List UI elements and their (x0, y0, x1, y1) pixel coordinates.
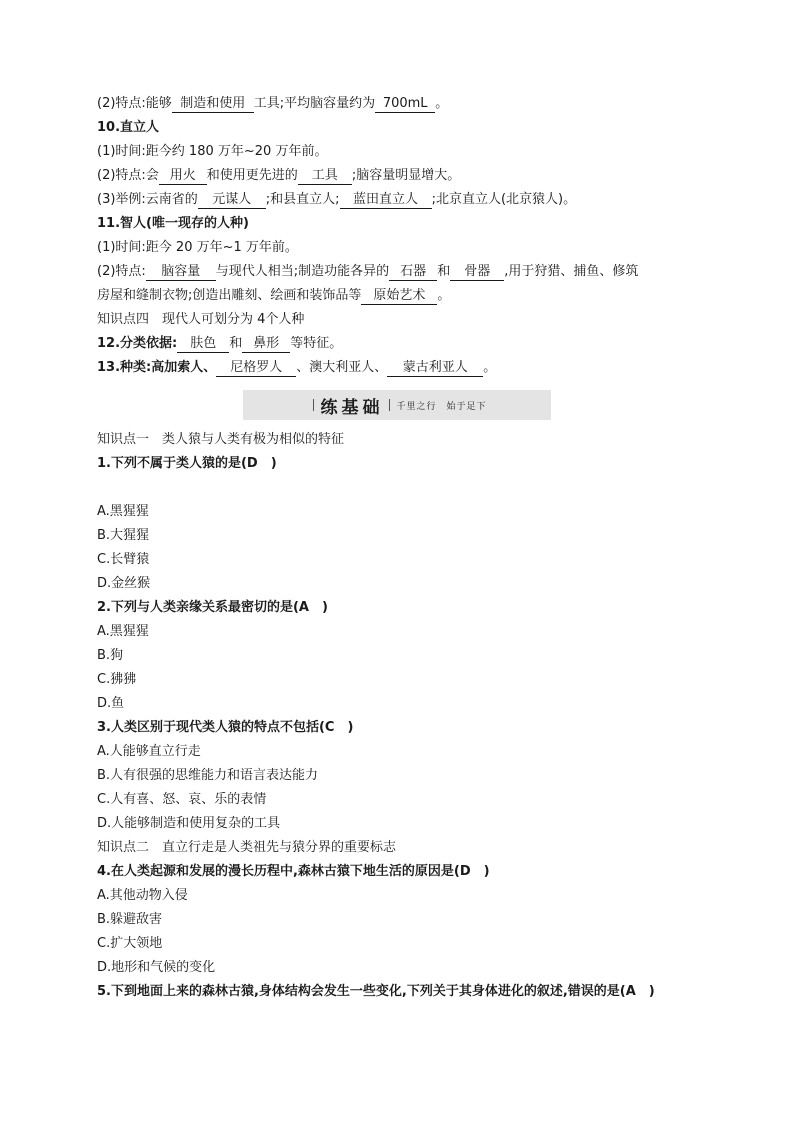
q4-stem: 4.在人类起源和发展的漫长历程中,森林古猿下地生活的原因是(D ) (97, 864, 490, 879)
s9-feature-line (97, 92, 717, 116)
text: 、澳大利亚人、 (296, 360, 388, 375)
text: ;脑容量明显增大。 (351, 168, 461, 183)
answer-blank: 蓝田直立人 (340, 191, 432, 209)
answer-blank: 原始艺术 (361, 287, 437, 305)
answer-blank: 尼格罗人 (216, 359, 296, 377)
q5-stem: 5.下到地面上来的森林古猿,身体结构会发生一些变化,下列关于其身体进化的叙述,错误的是(A ) (97, 984, 655, 999)
q1-option-c: C.长臂猿 (97, 552, 150, 567)
kp2-title: 知识点二 直立行走是人类祖先与猿分界的重要标志 (97, 840, 397, 855)
s11-title: 11.智人(唯一现存的人种) (97, 216, 249, 231)
text: 12.分类依据: (97, 336, 178, 351)
text: 。 (435, 96, 449, 111)
q4-option-c: C.扩大领地 (97, 936, 163, 951)
section-banner (243, 390, 551, 420)
answer-blank: 肤色 (177, 335, 229, 353)
q3-option-b: B.人有很强的思维能力和语言表达能力 (97, 768, 319, 783)
q3-option-d: D.人能够制造和使用复杂的工具 (97, 816, 281, 831)
answer-blank: 骨器 (450, 263, 504, 281)
divider (313, 399, 314, 411)
divider (389, 399, 390, 411)
answer-blank: 工具 (298, 167, 352, 185)
q2-option-b: B.狗 (97, 648, 124, 663)
s11-feature-line-cont (97, 284, 717, 308)
q4-option-d: D.地形和气候的变化 (97, 960, 216, 975)
text: 和使用更先进的 (206, 168, 298, 183)
text: ,用于狩猎、捕鱼、修筑 (504, 264, 639, 279)
q4-option-a: A.其他动物入侵 (97, 888, 188, 903)
kp4-basis-line (97, 332, 717, 356)
answer-blank: 脑容量 (146, 263, 216, 281)
text: ;北京直立人(北京猿人)。 (431, 192, 577, 207)
document-page (97, 92, 717, 1004)
text: (2)特点:会 (97, 168, 159, 183)
text: 房屋和缝制衣物;创造出雕刻、绘画和装饰品等 (97, 288, 362, 303)
kp1-title: 知识点一 类人猿与人类有极为相似的特征 (97, 432, 345, 447)
text: 。 (483, 360, 497, 375)
text: 等特征。 (290, 336, 343, 351)
answer-blank: 蒙古利亚人 (387, 359, 483, 377)
s10-example-line (97, 188, 717, 212)
q3-option-a: A.人能够直立行走 (97, 744, 201, 759)
kp4-title: 知识点四 现代人可划分为 4个人种 (97, 312, 305, 327)
s10-feature-line (97, 164, 717, 188)
text: (3)举例:云南省的 (97, 192, 198, 207)
q2-stem: 2.下列与人类亲缘关系最密切的是(A ) (97, 600, 328, 615)
answer-blank: 元谋人 (198, 191, 266, 209)
q3-option-c: C.人有喜、怒、哀、乐的表情 (97, 792, 267, 807)
text: (2)特点:能够 (97, 96, 172, 111)
text: 工具;平均脑容量约为 (253, 96, 376, 111)
q1-option-b: B.大猩猩 (97, 528, 150, 543)
text: 和 (229, 336, 243, 351)
q3-stem: 3.人类区别于现代类人猿的特点不包括(C ) (97, 720, 354, 735)
answer-blank: 鼻形 (242, 335, 290, 353)
answer-blank: 700mL (375, 95, 435, 113)
kp4-types-line (97, 356, 717, 380)
text: 和 (437, 264, 451, 279)
q2-option-d: D.鱼 (97, 696, 125, 711)
s11-time-line: (1)时间:距今 20 万年~1 万年前。 (97, 240, 298, 255)
text: 与现代人相当;制造功能各异的 (215, 264, 390, 279)
text: (2)特点: (97, 264, 146, 279)
answer-blank: 用火 (159, 167, 207, 185)
answer-blank: 制造和使用 (172, 95, 254, 113)
q2-option-a: A.黑猩猩 (97, 624, 149, 639)
q1-option-d: D.金丝猴 (97, 576, 151, 591)
banner-title: 练基础 (320, 397, 384, 418)
text: 。 (437, 288, 451, 303)
q4-option-b: B.躲避敌害 (97, 912, 163, 927)
q1-stem: 1.下列不属于类人猿的是(D ) (97, 456, 277, 471)
q1-option-a: A.黑猩猩 (97, 504, 149, 519)
s10-title: 10.直立人 (97, 120, 160, 135)
s10-time-line: (1)时间:距今约 180 万年~20 万年前。 (97, 144, 328, 159)
text: ;和县直立人; (265, 192, 340, 207)
text: 13.种类:高加索人、 (97, 360, 217, 375)
banner-subtitle: 千里之行 始于足下 (396, 401, 487, 412)
q2-option-c: C.狒狒 (97, 672, 137, 687)
answer-blank: 石器 (389, 263, 437, 281)
s11-feature-line (97, 260, 717, 284)
